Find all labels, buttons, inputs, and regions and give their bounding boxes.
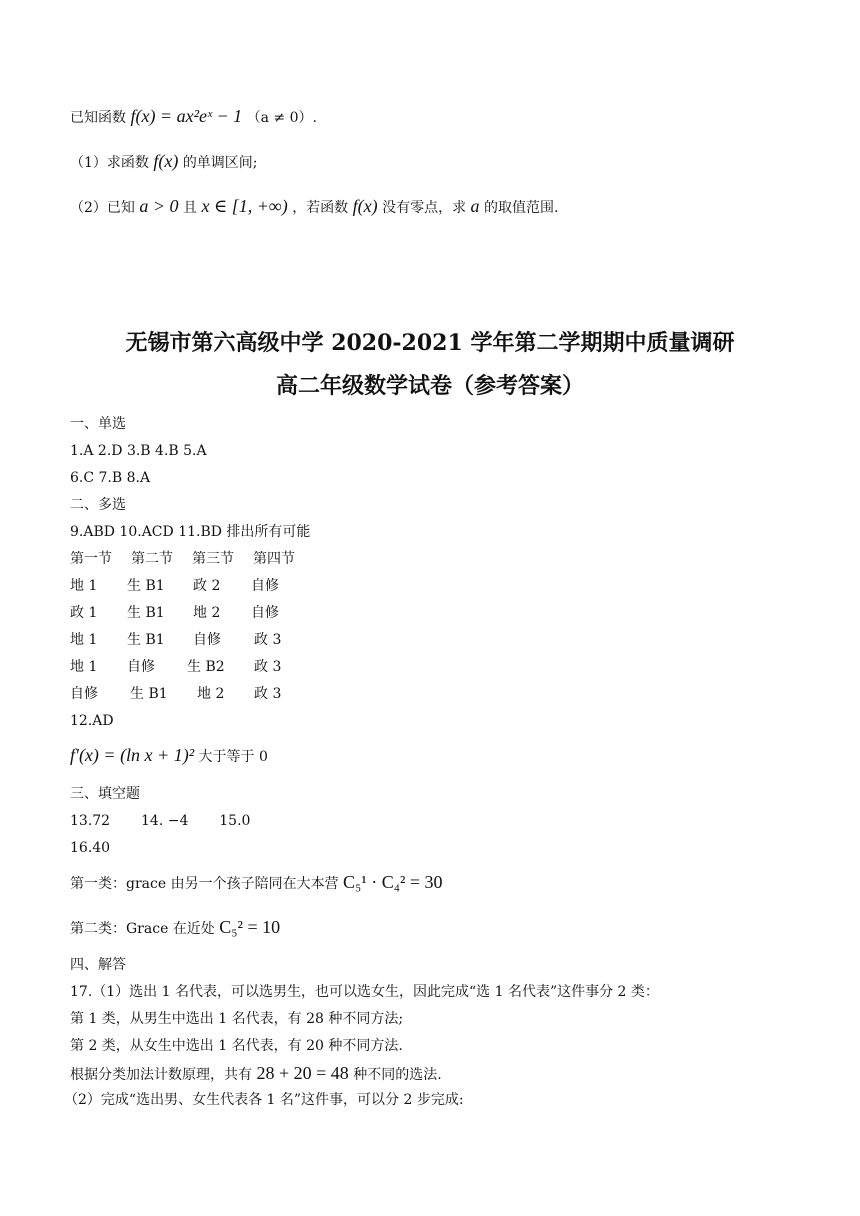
q13-answer: 13.72 xyxy=(70,813,111,829)
problem-part1 xyxy=(70,151,258,173)
schedule-cell: 政 2 xyxy=(193,578,221,594)
schedule-cell: 生 B1 xyxy=(127,578,165,594)
stem-prefix: 已知函数 xyxy=(70,110,126,126)
schedule-cell: 生 B1 xyxy=(127,632,165,648)
schedule-cell: 地 1 xyxy=(70,659,98,675)
schedule-cell: 政 1 xyxy=(70,605,98,621)
schedule-cell: 生 B1 xyxy=(130,686,168,702)
stem-condition: （a ≠ 0）. xyxy=(246,110,317,126)
section4-title: 四、解答 xyxy=(70,957,126,973)
stem-formula: f(x) = ax²eˣ − 1 xyxy=(130,106,243,126)
section3-line1 xyxy=(70,811,250,831)
section2-line1: 9.ABD 10.ACD 11.BD 排出所有可能 xyxy=(70,524,311,540)
q17-line4 xyxy=(70,1063,442,1085)
q15-answer: 15.0 xyxy=(219,813,251,829)
schedule-cell: 自修 xyxy=(127,659,155,675)
q16-answer: 16.40 xyxy=(70,840,111,856)
problem-part2 xyxy=(70,196,558,218)
part2-var: a xyxy=(470,196,480,216)
schedule-cell: 第二节 xyxy=(131,551,173,567)
part2-mid: ，若函数 xyxy=(292,200,349,216)
schedule-cell: 地 1 xyxy=(70,578,98,594)
q17-line4-suffix: 种不同的选法. xyxy=(353,1067,442,1083)
part2-cond2: x ∈ [1, +∞) xyxy=(201,196,288,216)
part2-mid2: 没有零点，求 xyxy=(382,200,467,216)
q14-answer: 14. −4 xyxy=(141,813,189,829)
section2-title: 二、多选 xyxy=(70,497,126,513)
schedule-cell: 生 B2 xyxy=(187,659,225,675)
q16-case1 xyxy=(70,872,443,894)
q12-answer: 12.AD xyxy=(70,713,114,729)
problem-stem xyxy=(70,106,317,128)
schedule-cell: 自修 xyxy=(193,632,221,648)
section1-line1: 1.A 2.D 3.B 4.B 5.A xyxy=(70,443,207,459)
schedule-cell: 地 1 xyxy=(70,632,98,648)
q12-derivation xyxy=(70,745,268,767)
schedule-cell: 地 2 xyxy=(197,686,225,702)
section1-line2: 6.C 7.B 8.A xyxy=(70,470,151,486)
q17-line4-prefix: 根据分类加法计数原理，共有 xyxy=(70,1067,252,1083)
schedule-cell: 生 B1 xyxy=(127,605,165,621)
q17-line4-formula: 28 + 20 = 48 xyxy=(256,1063,349,1083)
schedule-cell: 政 3 xyxy=(254,686,282,702)
schedule-cell: 自修 xyxy=(251,605,279,621)
q12-formula: f′(x) = (ln x + 1)² xyxy=(70,745,195,765)
q16-case1-formula: C₅¹ · C₄² = 30 xyxy=(343,872,443,892)
part2-prefix: （2）已知 xyxy=(70,200,135,216)
section3-title: 三、填空题 xyxy=(70,786,140,802)
q16-case2-formula: C₅² = 10 xyxy=(219,917,281,937)
page-title: 无锡市第六高级中学 2020-2021 学年第二学期期中质量调研 xyxy=(125,330,735,356)
page-subtitle: 高二年级数学试卷（参考答案） xyxy=(275,373,584,399)
schedule-cell: 第四节 xyxy=(253,551,295,567)
q12-suffix: 大于等于 0 xyxy=(198,749,268,765)
schedule-cell: 政 3 xyxy=(254,632,282,648)
q17-line2: 第 1 类，从男生中选出 1 名代表，有 28 种不同方法; xyxy=(70,1011,404,1027)
section1-title: 一、单选 xyxy=(70,416,126,432)
q17-line3: 第 2 类，从女生中选出 1 名代表，有 20 种不同方法. xyxy=(70,1038,403,1054)
part1-formula: f(x) xyxy=(153,151,179,171)
q16-case1-prefix: 第一类：grace 由另一个孩子陪同在大本营 xyxy=(70,876,339,892)
part2-and: 且 xyxy=(182,200,197,216)
schedule-cell: 自修 xyxy=(70,686,98,702)
schedule-cell: 政 3 xyxy=(254,659,282,675)
part2-cond1: a > 0 xyxy=(139,196,179,216)
part1-suffix: 的单调区间; xyxy=(182,155,258,171)
q17-line1: 17.（1）选出 1 名代表，可以选男生，也可以选女生，因此完成“选 1 名代表”这件事分 2 类： xyxy=(70,984,659,1000)
q16-case2 xyxy=(70,917,280,939)
part2-formula: f(x) xyxy=(352,196,378,216)
part1-prefix: （1）求函数 xyxy=(70,155,149,171)
q17-line5: （2）完成“选出男、女生代表各 1 名”这件事，可以分 2 步完成: xyxy=(64,1092,464,1108)
part2-suffix: 的取值范围. xyxy=(483,200,559,216)
schedule-cell: 自修 xyxy=(251,578,279,594)
schedule-cell: 第三节 xyxy=(192,551,234,567)
schedule-cell: 第一节 xyxy=(70,551,112,567)
schedule-cell: 地 2 xyxy=(193,605,221,621)
q16-case2-prefix: 第二类：Grace 在近处 xyxy=(70,921,215,937)
